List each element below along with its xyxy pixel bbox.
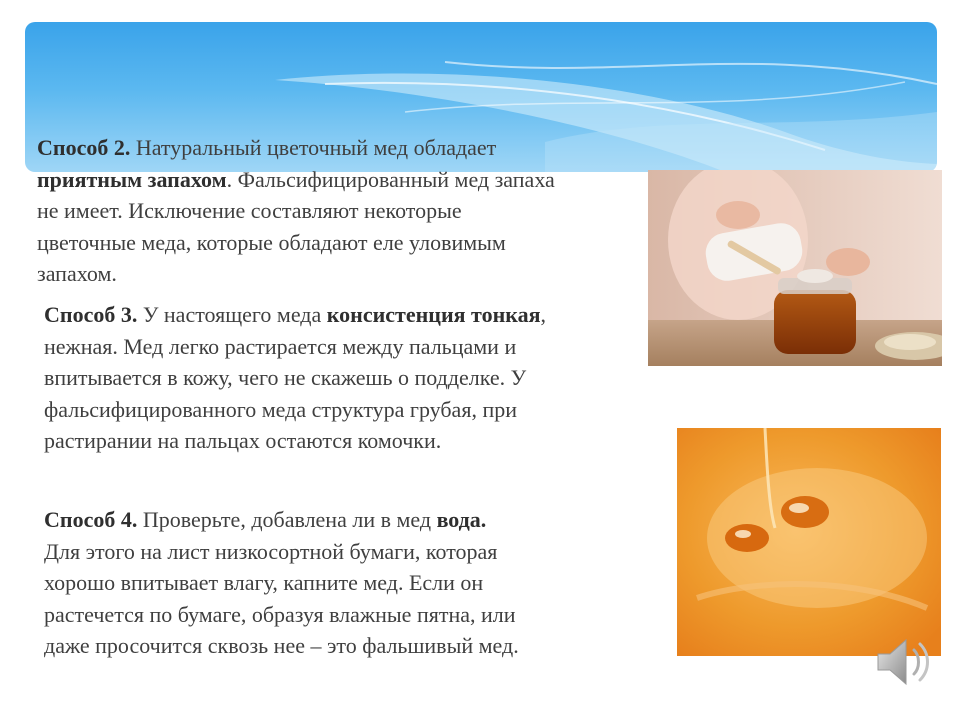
emphasis-text: Способ 4.	[44, 507, 138, 532]
text-line	[37, 132, 555, 164]
text-line	[37, 164, 555, 196]
body-text: хорошо впитывает влагу, капните мед. Если он	[44, 570, 484, 595]
body-text: даже просочится сквозь нее – это фальшивый мед.	[44, 633, 519, 658]
text-line	[44, 567, 519, 599]
text-line	[44, 599, 519, 631]
body-text: Для этого на лист низкосортной бумаги, которая	[44, 538, 498, 564]
text-line	[44, 630, 519, 662]
speaker-icon[interactable]	[872, 630, 936, 694]
body-text: ,	[540, 302, 546, 327]
emphasis-text: консистенция тонкая	[326, 302, 541, 327]
body-text: растирании на пальцах остаются комочки.	[44, 428, 442, 453]
emphasis-text: вода.	[436, 507, 487, 532]
method-3-text	[44, 299, 546, 457]
method-2-text	[37, 132, 555, 290]
text-line	[44, 362, 546, 394]
body-text: не имеет. Исключение составляют некоторые	[37, 198, 462, 223]
text-line	[44, 504, 519, 536]
text-line	[37, 258, 555, 290]
emphasis-text: приятным запахом	[37, 166, 227, 192]
text-line	[37, 195, 555, 227]
honey-jar-photo	[648, 170, 942, 366]
text-line	[44, 299, 546, 331]
body-text: У настоящего меда	[137, 302, 327, 327]
body-text: . Фальсифицированный мед запаха	[226, 166, 555, 192]
text-line	[44, 536, 519, 568]
body-text: нежная. Мед легко растирается между пальцами и	[44, 333, 517, 359]
text-line	[44, 425, 546, 457]
body-text: Проверьте, добавлена ли в мед	[137, 507, 437, 532]
honey-drip-photo	[677, 428, 941, 656]
text-line	[37, 227, 555, 259]
text-line	[44, 394, 546, 426]
body-text: цветочные меда, которые обладают еле уловимым	[37, 229, 506, 255]
emphasis-text: Способ 3.	[44, 302, 138, 327]
body-text: запахом.	[37, 261, 117, 286]
text-line	[44, 331, 546, 363]
emphasis-text: Способ 2.	[37, 135, 131, 160]
method-4-text	[44, 504, 519, 662]
body-text: Натуральный цветочный мед обладает	[130, 135, 497, 160]
body-text: растечется по бумаге, образуя влажные пятна, или	[44, 601, 516, 627]
body-text: фальсифицированного меда структура грубая, при	[44, 396, 517, 422]
body-text: впитывается в кожу, чего не скажешь о подделке. У	[44, 365, 527, 390]
